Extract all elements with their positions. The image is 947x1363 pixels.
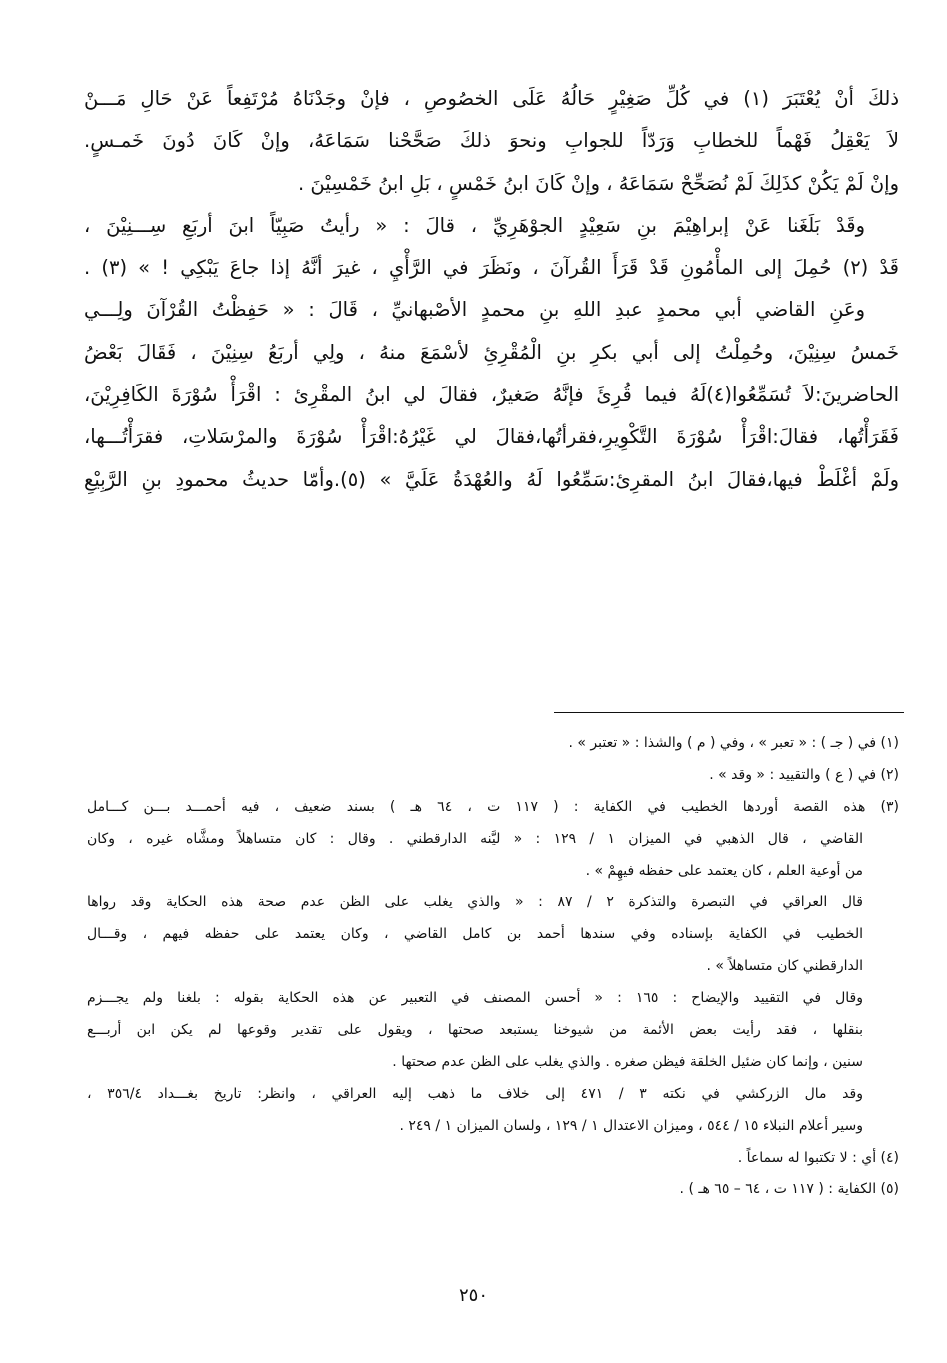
text-line: الحاضرينَ:لاَ تُسَمِّعُوا(٤)لَهُ فيما قُرِئَ فإنَّهُ صَغيرٌ، فقالَ لي ابنُ المقْرِئ : اقْرَأْ سُوْرَةَ الكَافِرِيْنَ، bbox=[84, 383, 899, 407]
text-line: خَمسُ سِنِيْنَ، وحُمِلْتُ إلى أبي بكرِ بنِ الْمُقْرِئِ لأسْمَعَ منهُ ، ولِي أربَعُ سِنِيْنَ ، فَقَالَ بَعْضُ bbox=[84, 340, 899, 364]
footnote-line: الدارقطني كان متساهلاً » . bbox=[706, 958, 863, 975]
page-number: ٢٥٠ bbox=[458, 1285, 488, 1306]
main-text bbox=[84, 78, 899, 501]
text-line: فَقَرَأْتُها، فقالَ:اقْرَأْ سُوْرَةَ التَّكْوِيرِ،فقرأتُها،فقالَ لي غَيْرُهُ:اقْرَأْ سُوْرَةَ والمرْسَلاتِ، فقرَأْتُـــها، bbox=[84, 425, 899, 449]
text-line: وقَدْ بَلَغَنا عَنْ إبراهِيْمَ بنِ سَعِيْدٍ الجوْهَرِيِّ ، قالَ : « رأيتُ صَبِيّاً ابنَ أربَعِ سِـــنِيْنَ ، bbox=[84, 213, 865, 237]
text-line: ولَمْ أغْلَطْ فيها،فقالَ ابنُ المقرِئ:سَمِّعُوا لَهُ والعُهْدَةُ عَلَيَّ » (٥).وأمّا حديثُ محمودِ بنِ الرَّبِيْعِ bbox=[84, 467, 899, 491]
footnote-line: بنقلها ، فقد رأيت بعض الأئمة من شيوخنا يستبعد صحتها ، ويقول على تقدير وقوعها لم يكن ابن أربـــع bbox=[87, 1022, 863, 1039]
footnote-line: القاضي ، قال الذهبي في الميزان ١ / ١٢٩ : « ليَّنه الدارقطني . وقال : كان متساهلاً ومشَّاه غيره ، وكان bbox=[87, 830, 864, 847]
text-line: وإنْ لَمْ يَكُنْ كذَلِكَ لَمْ نُصَحِّحْ سَمَاعَهُ ، وإنْ كَانَ ابنُ خَمْسٍ ، بَلِ ابنُ خَمْسِيْنَ . bbox=[298, 171, 899, 195]
footnote-line: وقال في التقييد والإيضاح : ١٦٥ : « أحسن المصنف في التعبير عن هذه الحكاية بقوله : بلغنا ولم يجـــزم bbox=[87, 990, 863, 1007]
footnote-line: الخطيب في الكفاية بإسناده وفي سندها أحمد بن كامل القاضي ، وكان يعتمد على حفظه فيهم ، وقـــال bbox=[87, 926, 863, 943]
text-line: لاَ يَعْقِلُ فَهْماً للخطابِ وَرَدّاً للجوابِ ونحوَ ذلكَ صَحَّحْنا سَمَاعَهُ، وإنْ كَانَ دُونَ خَمـسٍ. bbox=[84, 129, 899, 153]
footnotes bbox=[87, 728, 899, 1206]
footnote-line: (٥) الكفاية : ( ١١٧ ت ، ٦٤ – ٦٥ هـ ) . bbox=[679, 1181, 899, 1198]
footnote-line: (٣) هذه القصة أوردها الخطيب في الكفاية : ( ١١٧ ت ، ٦٤ هـ ) بسند ضعيف ، فيه أحمـــد بـــن كـــامل bbox=[87, 798, 899, 815]
footnote-line: (١) في ( جـ ) : « تعبر » ، وفي ( م ) والشذا : « تعتبر » . bbox=[568, 735, 899, 751]
footnote-line: (٢) في ( ع ) والتقييد : « وقد » . bbox=[709, 766, 899, 783]
footnote-line: (٤) أي : لا تكتبوا له سماعاً . bbox=[737, 1149, 899, 1166]
text-line: وعَنِ القاضي أبي محمدٍ عبدِ اللهِ بنِ محمدٍ الأصْبهانيِّ ، قَالَ : « حَفِظْتُ القُرْآنَ ولِـــي bbox=[84, 298, 865, 322]
footnote-line: وسير أعلام النبلاء ١٥ / ٥٤٤ ، وميزان الاعتدال ١ / ١٢٩ ، ولسان الميزان ١ / ٢٤٩ . bbox=[399, 1117, 863, 1134]
footnote-line: سنين ، وإنما كان ضئيل الخلقة فيظن صغره . والذي يغلب على الظن عدم صحتها . bbox=[392, 1053, 863, 1070]
text-line: ذلكَ أنْ يُعْتَبَرَ (١) في كُلِّ صَغِيْرٍ حَالُهُ عَلَى الخصُوصِ ، فإنْ وجَدْنَاهُ مُرْتَفِعاً عَنْ حَالِ مَـــنْ bbox=[84, 87, 899, 110]
footnote-line: وقد مال الزركشي في نكته ٣ / ٤٧١ إلى خلاف ما ذهب إليه العراقي ، وانظر: تاريخ بغـــداد ٣٥٦/٤ ، bbox=[87, 1085, 863, 1102]
footnote-line: قال العراقي في التبصرة والتذكرة ٢ / ٨٧ : « والذي يغلب على الظن عدم صحة هذه الحكاية وقد رواها bbox=[87, 894, 863, 911]
text-line: قَدْ (٢) حُمِلَ إلى المأْمُونِ قَدْ قَرَأَ القُرآنَ ، ونَظَرَ في الرَّأْيِ ، غيرَ أنَّهُ إذا جاعَ يَبْكِي ! » (٣) . bbox=[84, 256, 899, 280]
footnote-line: من أوعية العلم ، كان يعتمد على حفظه فيهِمْ » . bbox=[585, 862, 863, 879]
footnote-separator bbox=[554, 712, 904, 713]
